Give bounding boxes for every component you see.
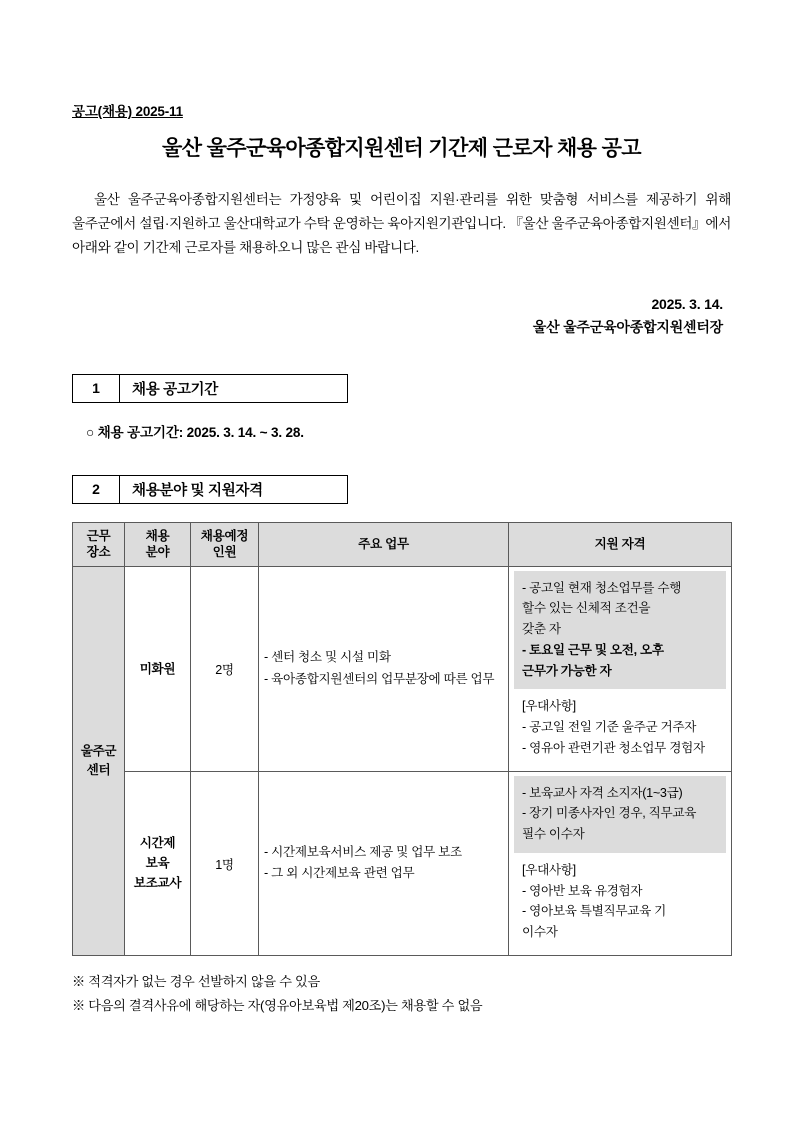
preferred-line: - 영아보육 특별직무교육 기 xyxy=(522,904,667,919)
duty-line: - 육아종합지원센터의 업무분장에 따른 업무 xyxy=(264,671,495,686)
section-number-2: 2 xyxy=(72,475,120,504)
date-block xyxy=(72,293,731,339)
column-header-qualification: 지원 자격 xyxy=(509,522,732,566)
cell-count-2: 1명 xyxy=(191,771,259,955)
issuer-name: 울산 울주군육아종합지원센터장 xyxy=(532,319,723,336)
recruitment-table xyxy=(72,522,732,956)
column-header-place: 근무 장소 xyxy=(73,522,125,566)
preferred-title: [우대사항] xyxy=(522,862,576,877)
recruit-period-line: ○ 채용 공고기간: 2025. 3. 14. ~ 3. 28. xyxy=(86,424,304,440)
document-number: 공고(채용) 2025-11 xyxy=(72,104,183,119)
preferred-line: - 공고일 전일 기준 울주군 거주자 xyxy=(522,720,697,735)
intro-paragraph xyxy=(72,188,731,259)
qual-line: 갖춘 자 xyxy=(522,622,561,637)
cell-count-1: 2명 xyxy=(191,566,259,771)
cell-duty-1 xyxy=(259,566,509,771)
page-title: 울산 울주군육아종합지원센터 기간제 근로자 채용 공고 xyxy=(162,137,641,160)
cell-duty-2 xyxy=(259,771,509,955)
table-row xyxy=(73,771,732,955)
column-header-field: 채용 분야 xyxy=(125,522,191,566)
footnotes xyxy=(72,970,731,1019)
duty-line: - 센터 청소 및 시설 미화 xyxy=(264,650,391,665)
qualification-required-1 xyxy=(514,571,726,690)
column-header-count: 채용예정 인원 xyxy=(191,522,259,566)
section-header-2 xyxy=(72,475,731,504)
section-number-1: 1 xyxy=(72,374,120,403)
qual-line: - 장기 미종사자인 경우, 직무교육 xyxy=(522,806,697,821)
duty-line: - 시간제보육서비스 제공 및 업무 보조 xyxy=(264,844,462,859)
preferred-line: - 영아반 보육 유경험자 xyxy=(522,883,643,898)
preferred-line: - 영유아 관련기관 청소업무 경험자 xyxy=(522,740,705,755)
qual-line: - 보육교사 자격 소지자(1~3급) xyxy=(522,785,683,800)
qual-line-bold: 근무가 가능한 자 xyxy=(522,663,612,678)
cell-field-1: 미화원 xyxy=(125,566,191,771)
preferred-title: [우대사항] xyxy=(522,699,576,714)
table-header-row xyxy=(73,522,732,566)
section-label-1: 채용 공고기간 xyxy=(120,374,348,403)
duty-line: - 그 외 시간제보육 관련 업무 xyxy=(264,866,415,881)
section-header-1 xyxy=(72,374,731,403)
cell-qualification-2 xyxy=(509,771,732,955)
qual-line: - 공고일 현재 청소업무를 수행 xyxy=(522,580,682,595)
qualification-preferred-1 xyxy=(514,689,726,766)
qualification-preferred-2 xyxy=(514,853,726,951)
qual-line: 필수 이수자 xyxy=(522,827,585,842)
cell-qualification-1 xyxy=(509,566,732,771)
issue-date: 2025. 3. 14. xyxy=(651,296,723,313)
section-label-2: 채용분야 및 지원자격 xyxy=(120,475,348,504)
qualification-required-2 xyxy=(514,776,726,853)
table-row xyxy=(73,566,732,771)
qual-line: 할수 있는 신체적 조건을 xyxy=(522,601,651,616)
footnote-line: ※ 적격자가 없는 경우 선발하지 않을 수 있음 xyxy=(72,974,320,990)
footnote-line: ※ 다음의 결격사유에 해당하는 자(영유아보육법 제20조)는 채용할 수 없음 xyxy=(72,998,483,1014)
qual-line-bold: - 토요일 근무 및 오전, 오후 xyxy=(522,642,664,657)
intro-text: 울산 울주군육아종합지원센터는 가정양육 및 어린이집 지원·관리를 위한 맞춤형 서비스를 제공하기 위해 울주군에서 설립·지원하고 울산대학교가 수탁 운영하는 육아지원기관입니다. 『울산 울주군육아종합지원센터』에서 아래와 같이 기간제 근로자를 채용하오니 많은 관심 바랍니다. xyxy=(72,192,731,255)
cell-field-2: 시간제 보육 보조교사 xyxy=(125,771,191,955)
preferred-line: 이수자 xyxy=(522,925,558,940)
column-header-duty: 주요 업무 xyxy=(259,522,509,566)
cell-place: 울주군 센터 xyxy=(73,566,125,955)
